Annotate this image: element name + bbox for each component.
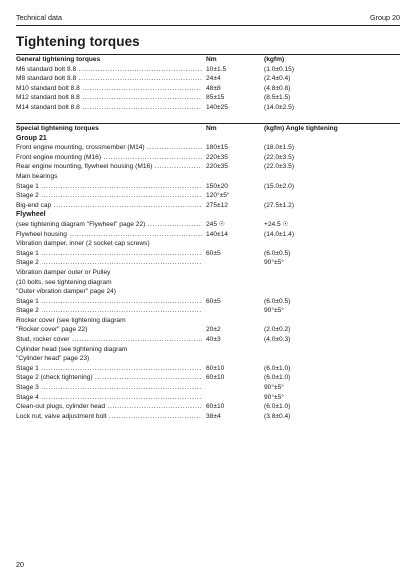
header-rule — [16, 25, 400, 26]
table-row — [16, 220, 400, 230]
row-label: Front engine mounting, crossmember (M14) ..... — [16, 143, 202, 153]
row-label: Main bearings — [16, 172, 58, 180]
row-label: Lock nut, valve adjustment bolt ..... — [16, 412, 202, 422]
special-torque-table — [16, 124, 400, 421]
row-label: Vibration damper, inner (2 socket cap screws) — [16, 240, 150, 248]
row-nm-value: 60±10 — [206, 374, 225, 382]
row-nm-value: 60±5 — [206, 297, 221, 305]
row-label: Vibration damper outer or Pulley — [16, 268, 111, 276]
row-kgfm-value: (14.0±2.5) — [264, 103, 295, 111]
row-kgfm-value: +24.5 ☉ — [264, 220, 289, 228]
table-row — [16, 325, 400, 335]
table-row — [16, 278, 400, 288]
table-row — [16, 287, 400, 297]
row-kgfm-value: 90°±5° — [264, 259, 284, 267]
row-label: Stage 4 ..... — [16, 393, 202, 403]
table-row — [16, 373, 400, 383]
row-kgfm-value: 90°±5° — [264, 393, 284, 401]
row-label: Stage 2 ..... — [16, 191, 202, 201]
header-group: Group 20 — [370, 13, 400, 22]
table-row — [16, 103, 400, 113]
row-kgfm-value: (6.0±1.0) — [264, 374, 291, 382]
column-header: Nm — [206, 56, 217, 63]
group-label — [16, 134, 400, 144]
column-header: Nm — [206, 125, 217, 132]
table-header-row — [16, 55, 400, 65]
table-row — [16, 153, 400, 163]
table-row — [16, 162, 400, 172]
table-row — [16, 84, 400, 94]
row-kgfm-value: (2.4±0.4) — [264, 75, 291, 83]
table-row — [16, 306, 400, 316]
row-kgfm-value: 90°±5° — [264, 307, 284, 315]
row-nm-value: 38±4 — [206, 412, 221, 420]
table-row — [16, 364, 400, 374]
table-row — [16, 239, 400, 249]
row-nm-value: 60±10 — [206, 364, 225, 372]
row-nm-value: 24±4 — [206, 75, 221, 83]
table-row — [16, 268, 400, 278]
column-header: (kgfm) — [264, 56, 285, 63]
row-kgfm-value: (22.0±3.5) — [264, 153, 295, 161]
page-header — [16, 13, 400, 22]
row-kgfm-value: (22.0±3.5) — [264, 163, 295, 171]
table-row — [16, 297, 400, 307]
row-label: Flywheel — [16, 211, 46, 219]
page-title: Tightening torques — [16, 34, 140, 49]
row-label: (see tightening diagram "Flywheel" page 22) ..... — [16, 220, 202, 230]
column-header: General tightening torques — [16, 56, 101, 63]
row-kgfm-value: (8.5±1.5) — [264, 94, 291, 102]
row-label: M12 standard bolt 8.8 ..... — [16, 93, 202, 103]
table-row — [16, 230, 400, 240]
row-kgfm-value: (15.0±2.0) — [264, 182, 295, 190]
column-header: (kgfm) Angle tightening — [264, 125, 338, 132]
row-kgfm-value: 90°±5° — [264, 384, 284, 392]
row-label: Clean-out plugs, cylinder head ..... — [16, 402, 202, 412]
table-row — [16, 354, 400, 364]
row-kgfm-value: (18.0±1.5) — [264, 144, 295, 152]
row-kgfm-value: (6.0±1.0) — [264, 364, 291, 372]
row-nm-value: 40±3 — [206, 336, 221, 344]
table-row — [16, 249, 400, 259]
table-row — [16, 143, 400, 153]
table-row — [16, 335, 400, 345]
row-nm-value: 60±10 — [206, 403, 225, 411]
row-nm-value: 120°±5° — [206, 192, 230, 200]
table-row — [16, 191, 400, 201]
row-label: M14 standard bolt 8.8 ..... — [16, 103, 202, 113]
row-label: Stage 2 ..... — [16, 306, 202, 316]
row-label: "Outer vibration damper" page 24) — [16, 288, 116, 296]
row-label: (10 bolts, see tightening diagram — [16, 278, 112, 286]
table-row — [16, 393, 400, 403]
row-kgfm-value: (14.0±1.4) — [264, 230, 295, 238]
table-row — [16, 182, 400, 192]
row-nm-value: 48±8 — [206, 84, 221, 92]
table-row — [16, 316, 400, 326]
row-label: Stage 1 ..... — [16, 182, 202, 192]
row-nm-value: 220±35 — [206, 153, 228, 161]
table-header-row — [16, 124, 400, 134]
row-kgfm-value: (27.5±1.2) — [264, 201, 295, 209]
row-label: Stage 1 ..... — [16, 297, 202, 307]
table-row — [16, 258, 400, 268]
table-row — [16, 412, 400, 422]
row-label: M6 standard bolt 8.8 ..... — [16, 65, 202, 75]
table-row — [16, 65, 400, 75]
table-row — [16, 172, 400, 182]
page-number: 20 — [16, 560, 24, 569]
row-label: Stage 2 (check tightening) ..... — [16, 373, 202, 383]
row-nm-value: 150±20 — [206, 182, 228, 190]
row-label: "Rocker cover" page 22) — [16, 326, 88, 334]
row-nm-value: 60±5 — [206, 249, 221, 257]
row-label: M8 standard bolt 8.8 ..... — [16, 74, 202, 84]
row-label: Stage 1 ..... — [16, 249, 202, 259]
row-kgfm-value: (6.0±0.5) — [264, 297, 291, 305]
row-nm-value: 140±14 — [206, 230, 228, 238]
table-row — [16, 383, 400, 393]
row-nm-value: 10±1.5 — [206, 65, 227, 73]
header-section: Technical data — [16, 13, 62, 22]
table-row — [16, 345, 400, 355]
table-row — [16, 93, 400, 103]
row-label: Stage 1 ..... — [16, 364, 202, 374]
row-kgfm-value: (4.8±0.8) — [264, 84, 291, 92]
row-nm-value: 180±15 — [206, 144, 228, 152]
row-label: Rear engine mounting, flywheel housing (M16) ..... — [16, 162, 202, 172]
row-label: Flywheel housing ..... — [16, 230, 202, 240]
table-row — [16, 402, 400, 412]
row-kgfm-value: (6.0±0.5) — [264, 249, 291, 257]
table-row — [16, 74, 400, 84]
row-label: Stage 2 ..... — [16, 258, 202, 268]
row-label: Stage 3 ..... — [16, 383, 202, 393]
row-nm-value: 20±2 — [206, 326, 221, 334]
general-torque-table — [16, 55, 400, 113]
row-label: Cylinder head (see tightening diagram — [16, 345, 128, 353]
row-kgfm-value: (4.0±0.3) — [264, 336, 291, 344]
table-row — [16, 210, 400, 220]
column-header: Special tightening torques — [16, 125, 99, 132]
row-label: M10 standard bolt 8.8 ..... — [16, 84, 202, 94]
row-nm-value: 220±35 — [206, 163, 228, 171]
row-kgfm-value: (3.8±0.4) — [264, 412, 291, 420]
row-kgfm-value: (1.0±0.15) — [264, 65, 295, 73]
row-label: Front engine mounting (M16) ..... — [16, 153, 202, 163]
table-row — [16, 201, 400, 211]
row-nm-value: 85±15 — [206, 94, 225, 102]
row-label: Stud, rocker cover ..... — [16, 335, 202, 345]
row-label: Big-end cap ..... — [16, 201, 202, 211]
row-kgfm-value: (6.0±1.0) — [264, 403, 291, 411]
row-label: "Cylinder head" page 23) — [16, 355, 90, 363]
row-nm-value: 140±25 — [206, 103, 228, 111]
row-kgfm-value: (2.0±0.2) — [264, 326, 291, 334]
row-nm-value: 275±12 — [206, 201, 228, 209]
group-label-text: Group 21 — [16, 134, 47, 142]
row-nm-value: 245 ☉ — [206, 220, 225, 228]
row-label: Rocker cover (see tightening diagram — [16, 316, 126, 324]
